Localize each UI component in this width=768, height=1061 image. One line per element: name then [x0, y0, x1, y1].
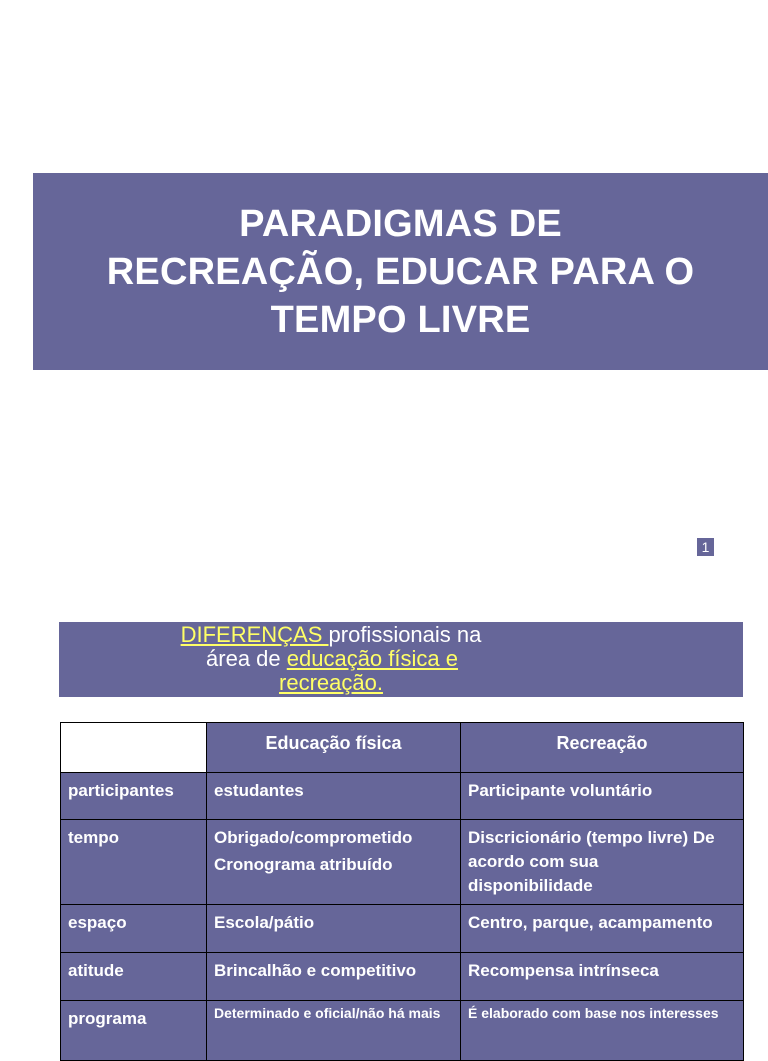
recreation-cell: Participante voluntário	[461, 773, 744, 820]
title-line-2: RECREAÇÃO, EDUCAR PARA O	[106, 250, 695, 293]
row-label: tempo	[61, 820, 207, 905]
row-label: programa	[61, 1001, 207, 1061]
row-label: atitude	[61, 953, 207, 1001]
physical-education-cell: estudantes	[207, 773, 461, 820]
row-label: participantes	[61, 773, 207, 820]
heading-line-3	[0, 671, 673, 695]
table-row	[61, 1001, 744, 1061]
title-line-1: PARADIGMAS DE	[239, 202, 562, 245]
physical-education-cell: Brincalhão e competitivo	[207, 953, 461, 1001]
comparison-table	[60, 722, 744, 1061]
recreation-cell: Recompensa intrínseca	[461, 953, 744, 1001]
slide-title	[107, 200, 695, 344]
physical-education-cell: Determinado e oficial/não há mais	[207, 1001, 461, 1061]
table-header-recreation: Recreação	[461, 723, 744, 773]
heading-line-2	[0, 647, 674, 671]
page-number: 1	[697, 538, 714, 556]
table-header-physical-education: Educação física	[207, 723, 461, 773]
table-row	[61, 905, 744, 953]
physical-education-cell: Escola/pátio	[207, 905, 461, 953]
physical-education-cell: Obrigado/comprometido Cronograma atribuído	[207, 820, 461, 905]
heading-link-physical-education: educação física e	[286, 646, 458, 671]
differences-heading	[59, 622, 743, 697]
table-header-row	[61, 723, 744, 773]
heading-link-differences: DIFERENÇAS	[180, 622, 329, 647]
table-row	[61, 773, 744, 820]
recreation-cell: Discricionário (tempo livre) De acordo com sua disponibilidade	[461, 820, 744, 905]
title-line-3: TEMPO LIVRE	[270, 298, 531, 341]
table-row	[61, 953, 744, 1001]
heading-text-area: área de	[206, 646, 287, 671]
table-row	[61, 820, 744, 905]
recreation-cell: É elaborado com base nos interesses	[461, 1001, 744, 1061]
title-slide	[33, 173, 768, 370]
row-label: espaço	[61, 905, 207, 953]
heading-line-1	[0, 623, 673, 647]
heading-link-recreation: recreação.	[279, 670, 383, 695]
table-header-blank	[61, 723, 207, 773]
heading-text-professionals: profissionais na	[328, 622, 482, 647]
recreation-cell: Centro, parque, acampamento	[461, 905, 744, 953]
